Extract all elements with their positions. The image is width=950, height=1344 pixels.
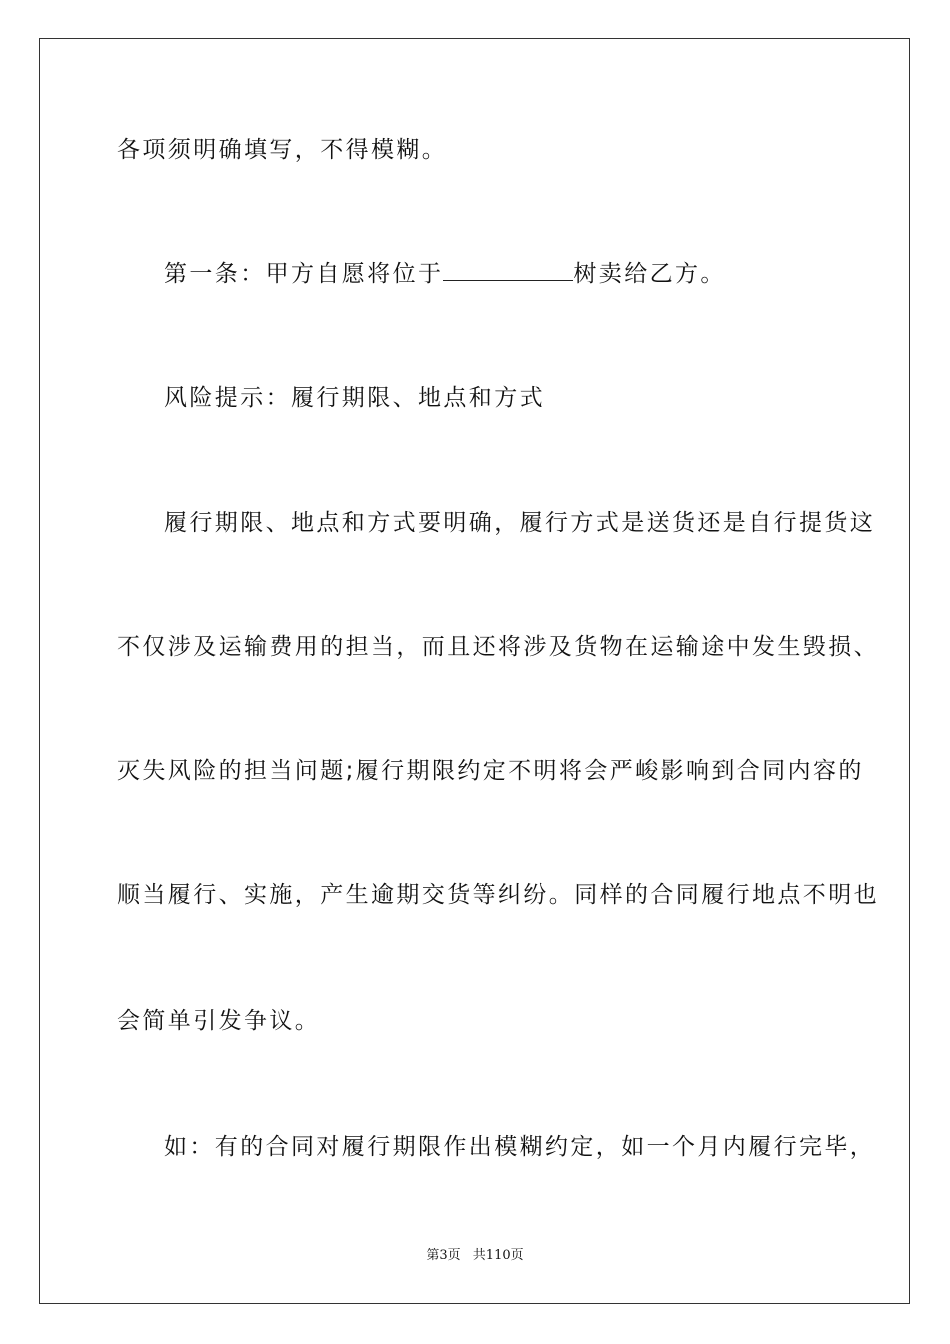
paragraph-line-6: 会简单引发争议。 xyxy=(117,1008,321,1034)
fill-in-blank[interactable] xyxy=(443,262,573,281)
page-border xyxy=(39,38,910,1304)
risk-heading: 风险提示：履行期限、地点和方式 xyxy=(164,385,545,411)
clause-one-line xyxy=(164,259,726,289)
paragraph-line-2: 履行期限、地点和方式要明确，履行方式是送货还是自行提货这 xyxy=(164,510,876,536)
paragraph-line-7: 如：有的合同对履行期限作出模糊约定，如一个月内履行完毕， xyxy=(164,1134,876,1160)
paragraph-line-3: 不仅涉及运输费用的担当，而且还将涉及货物在运输途中发生毁损、 xyxy=(117,634,879,660)
page-number: 第3页 xyxy=(426,1248,461,1263)
total-pages: 共110页 xyxy=(472,1248,524,1263)
clause-one-text-start: 第一条：甲方自愿将位于 xyxy=(164,261,444,287)
paragraph-line-1: 各项须明确填写，不得模糊。 xyxy=(117,137,448,163)
paragraph-line-4: 灭失风险的担当问题;履行期限约定不明将会严峻影响到合同内容的 xyxy=(117,758,864,784)
clause-one-text-end: 树卖给乙方。 xyxy=(573,261,726,287)
paragraph-line-5: 顺当履行、实施，产生逾期交货等纠纷。同样的合同履行地点不明也 xyxy=(117,882,879,908)
page-footer xyxy=(0,1247,950,1265)
